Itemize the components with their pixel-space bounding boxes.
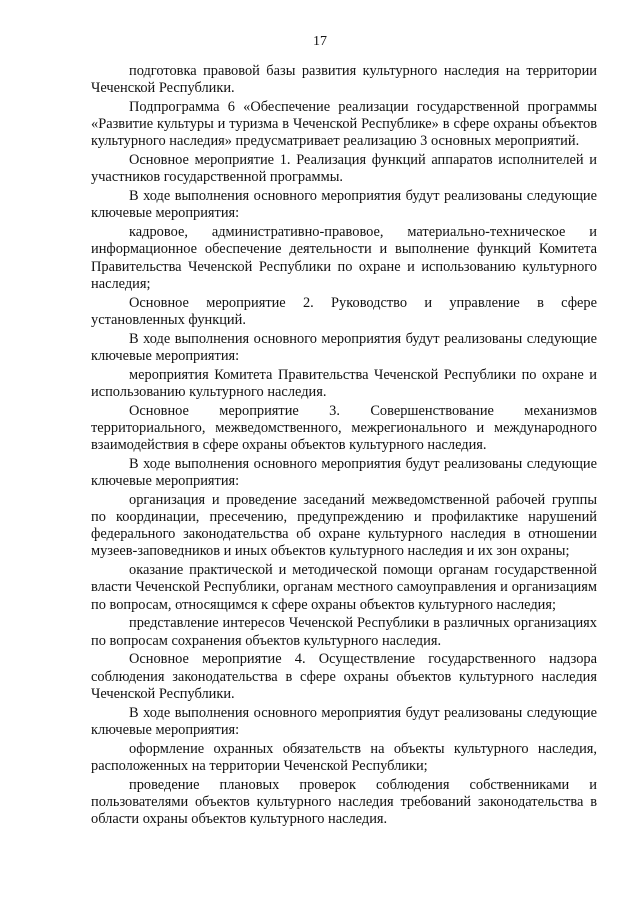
paragraph-key-measures-intro: В ходе выполнения основного мероприятия будут реализованы следующие ключевые мероприятия:	[91, 455, 597, 490]
paragraph-list-item: оформление охранных обязательств на объекты культурного наследия, расположенных на территории Чеченской Республики;	[91, 740, 597, 774]
paragraph-measure-3: Основное мероприятие 3. Совершенствование механизмов территориального, межведомственного, межрегионального и международного взаимодействия в сфере охраны объектов культурного наследия.	[91, 402, 597, 454]
paragraph-list-item: оказание практической и методической помощи органам государственной власти Чеченской Республики, органам местного самоуправления и организациям по вопросам, относящимся к сфере охраны объектов культурного наследия;	[91, 562, 597, 613]
paragraph-key-measures-intro: В ходе выполнения основного мероприятия будут реализованы следующие ключевые мероприятия:	[91, 704, 597, 738]
paragraph-list-item: кадровое, административно-правовое, материально-техническое и информационное обеспечение деятельности и выполнение функций Комитета Правительства Чеченской Республики по охране и использованию культурного наследия;	[91, 224, 597, 292]
paragraph-list-item: организация и проведение заседаний межведомственной рабочей группы по координации, пресечению, предупреждению и профилактике нарушений федерального законодательства об охране культурного наследия в отношении музеев-заповедников и иных объектов культурного наследия и их зон охраны;	[91, 491, 597, 560]
paragraph-measure-1: Основное мероприятие 1. Реализация функций аппаратов исполнителей и участников государственной программы.	[91, 152, 597, 186]
document-body	[91, 63, 597, 830]
paragraph-measure-2: Основное мероприятие 2. Руководство и управление в сфере установленных функций.	[91, 294, 597, 328]
paragraph-list-item: проведение плановых проверок соблюдения собственниками и пользователями объектов культурного наследия требований законодательства в области охраны объектов культурного наследия.	[91, 776, 597, 828]
paragraph-measure-4: Основное мероприятие 4. Осуществление государственного надзора соблюдения законодательства в сфере охраны объектов культурного наследия Чеченской Республики.	[91, 651, 597, 702]
page-number: 17	[313, 34, 327, 49]
paragraph-subprogram-6: Подпрограмма 6 «Обеспечение реализации государственной программы «Развитие культуры и туризма в Чеченской Республике» в сфере охраны объектов культурного наследия» предусматривает реализацию 3 основных мероприятий.	[91, 99, 597, 150]
paragraph-list-item: мероприятия Комитета Правительства Чеченской Республики по охране и использованию культурного наследия.	[91, 366, 597, 400]
paragraph-continuation: подготовка правовой базы развития культурного наследия на территории Чеченской Республики.	[91, 63, 597, 97]
paragraph-key-measures-intro: В ходе выполнения основного мероприятия будут реализованы следующие ключевые мероприятия:	[91, 330, 597, 364]
paragraph-key-measures-intro: В ходе выполнения основного мероприятия будут реализованы следующие ключевые мероприятия:	[91, 188, 597, 222]
paragraph-list-item: представление интересов Чеченской Республики в различных организациях по вопросам сохранения объектов культурного наследия.	[91, 615, 597, 649]
